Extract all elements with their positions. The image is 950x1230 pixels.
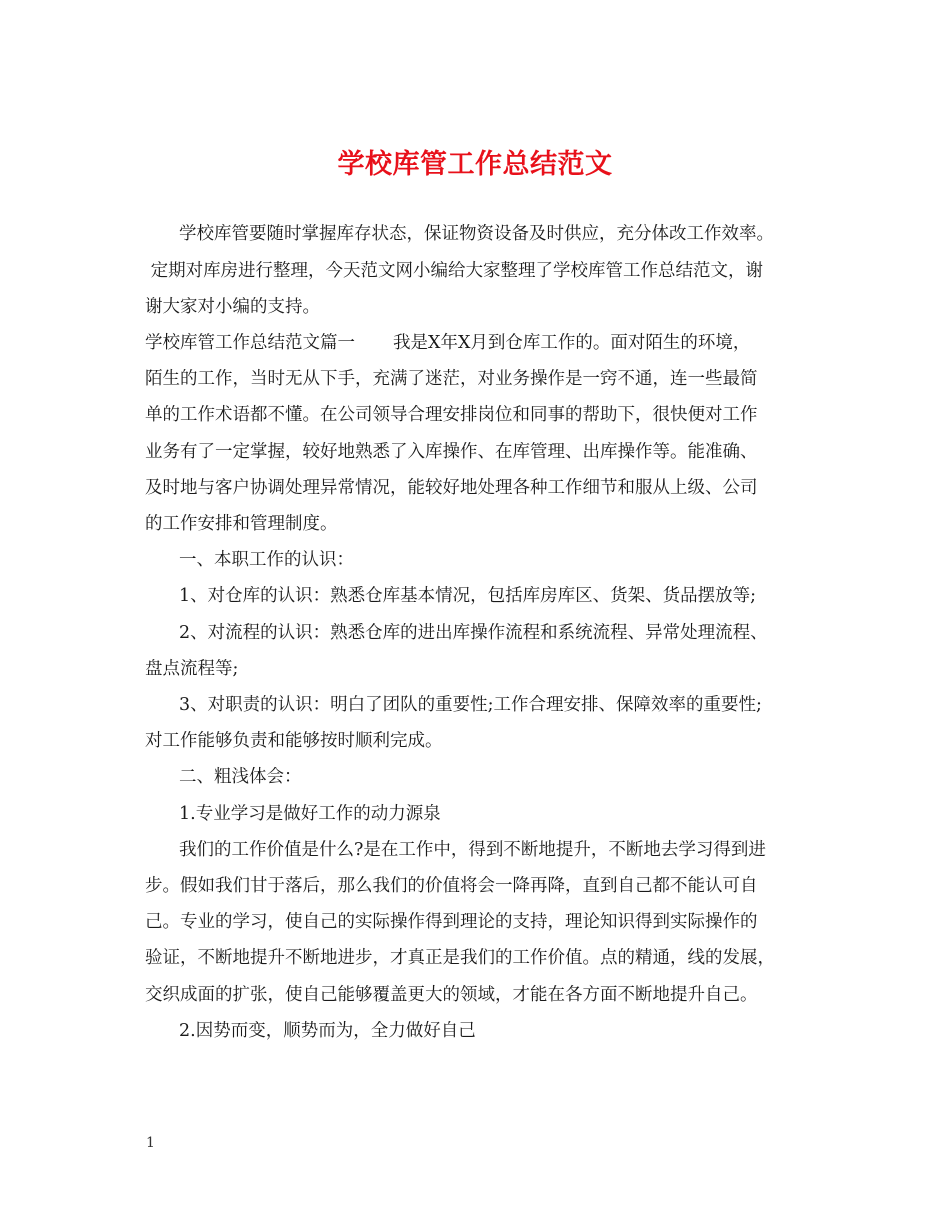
part1-heading: 一、本职工作的认识：	[179, 550, 354, 570]
body-line: 业务有了一定掌握，较好地熟悉了入库操作、在库管理、出库操作等。能准确、	[145, 442, 758, 462]
section-first-text: 我是X年X月到仓库工作的。面对陌生的环境，	[393, 333, 751, 353]
intro-line: 谢大家对小编的支持。	[145, 297, 320, 317]
part2-heading: 二、粗浅体会：	[179, 767, 302, 787]
page-title: 学校库管工作总结范文	[337, 149, 613, 180]
part2-para-line: 己。专业的学习，使自己的实际操作得到理论的支持，理论知识得到实际操作的	[145, 912, 758, 932]
body-line: 单的工作术语都不懂。在公司领导合理安排岗位和同事的帮助下，很快便对工作	[145, 405, 758, 425]
part2-para-line: 交织成面的扩张，使自己能够覆盖更大的领域，才能在各方面不断地提升自己。	[145, 985, 758, 1005]
part2-subheading: 1.专业学习是做好工作的动力源泉	[179, 804, 441, 824]
part2-para-line: 我们的工作价值是什么?是在工作中，得到不断地提升，不断地去学习得到进	[179, 840, 766, 860]
section-heading: 学校库管工作总结范文篇一	[145, 333, 355, 353]
page-number: 1	[146, 1135, 155, 1151]
part2-subheading: 2.因势而变，顺势而为，全力做好自己	[179, 1021, 476, 1041]
part1-item: 3、对职责的认识：明白了团队的重要性;工作合理安排、保障效率的重要性;	[179, 695, 762, 715]
body-line: 的工作安排和管理制度。	[145, 514, 338, 534]
part1-item-cont: 盘点流程等;	[145, 659, 239, 679]
intro-line: 定期对库房进行整理，今天范文网小编给大家整理了学校库管工作总结范文，谢	[145, 261, 764, 281]
part1-item-cont: 对工作能够负责和能够按时顺利完成。	[145, 731, 443, 751]
body-line: 及时地与客户协调处理异常情况，能较好地处理各种工作细节和服从上级、公司	[145, 478, 758, 498]
part2-para-line: 验证，不断地提升不断地进步，才真正是我们的工作价值。点的精通，线的发展，	[145, 948, 775, 968]
part2-para-line: 步。假如我们甘于落后，那么我们的价值将会一降再降，直到自己都不能认可自	[145, 876, 758, 896]
part1-item: 1、对仓库的认识：熟悉仓库基本情况，包括库房库区、货架、货品摆放等;	[179, 586, 757, 606]
section-heading-line	[145, 331, 810, 355]
part1-item: 2、对流程的认识：熟悉仓库的进出库操作流程和系统流程、异常处理流程、	[179, 623, 768, 643]
body-line: 陌生的工作，当时无从下手，充满了迷茫，对业务操作是一窍不通，连一些最简	[145, 369, 758, 389]
intro-line: 学校库管要随时掌握库存状态，保证物资设备及时供应，充分体改工作效率。	[179, 224, 774, 244]
